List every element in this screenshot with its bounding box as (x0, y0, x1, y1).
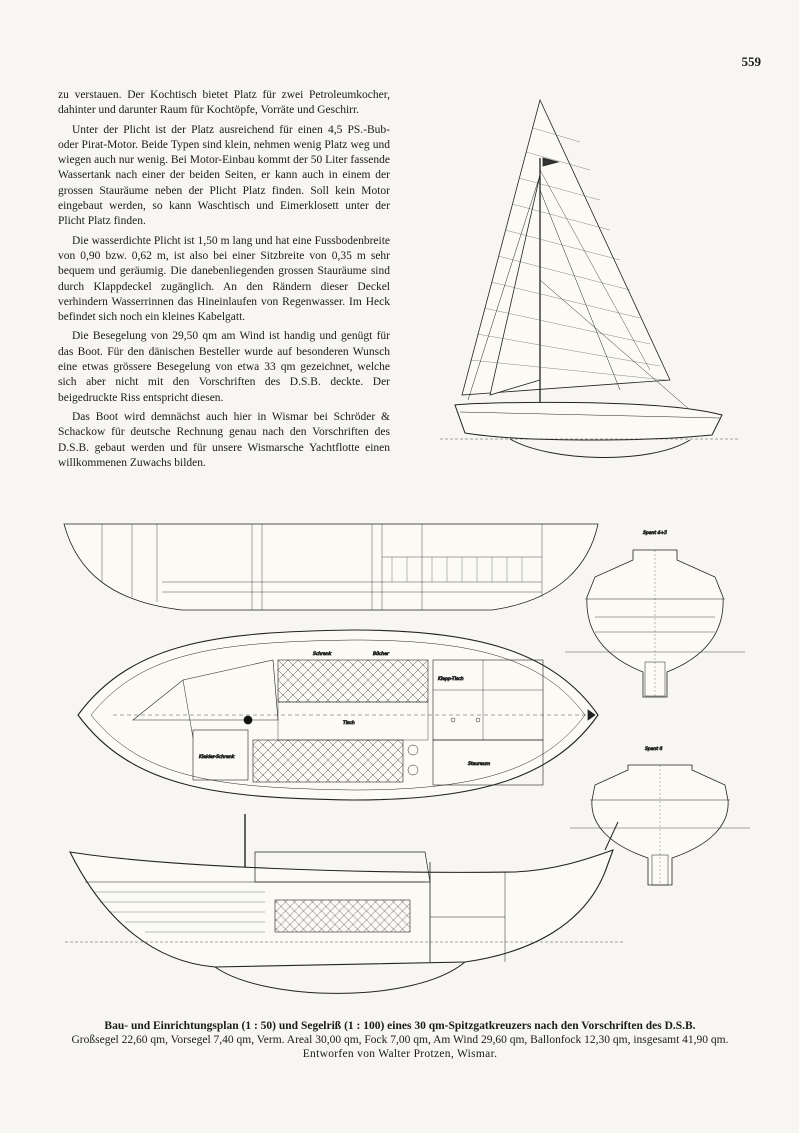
paragraph: Unter der Plicht ist der Platz ausreichend für einen 4,5 PS.-Bub- oder Pirat-Motor. Beide Typen sind klein, nehmen wenig Platz weg und wiegen auch nur wenig. Bei Motor-Einbau kommt der 50 Liter fassende Wassertank nach einer der beiden Seiten, er kann auch in einem der grossen Stauräume neben der Plicht Platz finden. Soll kein Motor eingebaut werden, so kann Waschtisch und Eimerklosett unter der Plicht Platz finden. (58, 123, 390, 228)
deck-profile-strip (62, 522, 600, 617)
paragraph: Die wasserdichte Plicht ist 1,50 m lang und hat eine Fussbodenbreite von 0,90 bzw. 0,62 m, ist also bei einer Sitzbreite von 0,35 m sehr bequem und geräumig. Die danebenliegenden grossen Stauräume sind durch Klappdeckel zugänglich. An den Rändern dieser Deckel verhindern Wasserrinnen das Hineinlaufen von Regenwasser. Im Heck befindet sich noch ein kleines Kabelgatt. (58, 234, 390, 324)
label-kleider-schrank: Kleider-Schrank (199, 755, 235, 760)
caption-title: Bau- und Einrichtungsplan (1 : 50) und Segelriß (1 : 100) eines 30 qm-Spitzgatkreuzers nach den Vorschriften des D.S.B. (104, 1020, 696, 1032)
label-tisch: Tisch (343, 721, 355, 726)
accommodation-plan (73, 620, 613, 810)
figure-caption (40, 1019, 760, 1061)
sail-plan-drawing (440, 90, 740, 470)
page-number: 559 (741, 54, 761, 69)
label-klapp-tisch: Klapp-Tisch (438, 677, 464, 682)
paragraph: Das Boot wird demnächst auch hier in Wismar bei Schröder & Schackow für deutsche Rechnung genau nach den Vorschriften des D.S.B. gebaut werden und für unsere Wismarsche Yachtflotte einen willkommenen Zuwachs bilden. (58, 410, 390, 469)
section-2-label: Spant 6 (645, 747, 663, 752)
caption-specs: Großsegel 22,60 qm, Vorsegel 7,40 qm, Verm. Areal 30,00 qm, Fock 7,00 qm, Am Wind 29,60 qm, Ballonfock 12,30 qm, insgesamt 41,90 qm. (71, 1034, 729, 1046)
article-text (58, 88, 390, 475)
section-1-label: Spant 4+5 (643, 531, 668, 536)
label-bucher: Bücher (373, 652, 389, 657)
paragraph: Die Besegelung von 29,50 qm am Wind ist handig und genügt für das Boot. Für den dänischen Besteller wurde auf besonderen Wunsch eine etwas grössere Besegelung von etwa 33 qm gezeichnet, welche sich aber nicht mit den Vorschriften des D.S.B. deckte. Der beigedruckte Riss entspricht diesen. (58, 330, 390, 404)
longitudinal-section (65, 812, 625, 1012)
caption-designer: Entworfen von Walter Protzen, Wismar. (302, 1048, 498, 1060)
label-stauraum: Stauraum (468, 762, 491, 767)
label-schrank: Schrank (313, 652, 332, 657)
paragraph: zu verstauen. Der Kochtisch bietet Platz für zwei Petroleumkocher, dahinter und darunter Raum für Kochtöpfe, Vorräte und Geschirr. (58, 89, 390, 117)
